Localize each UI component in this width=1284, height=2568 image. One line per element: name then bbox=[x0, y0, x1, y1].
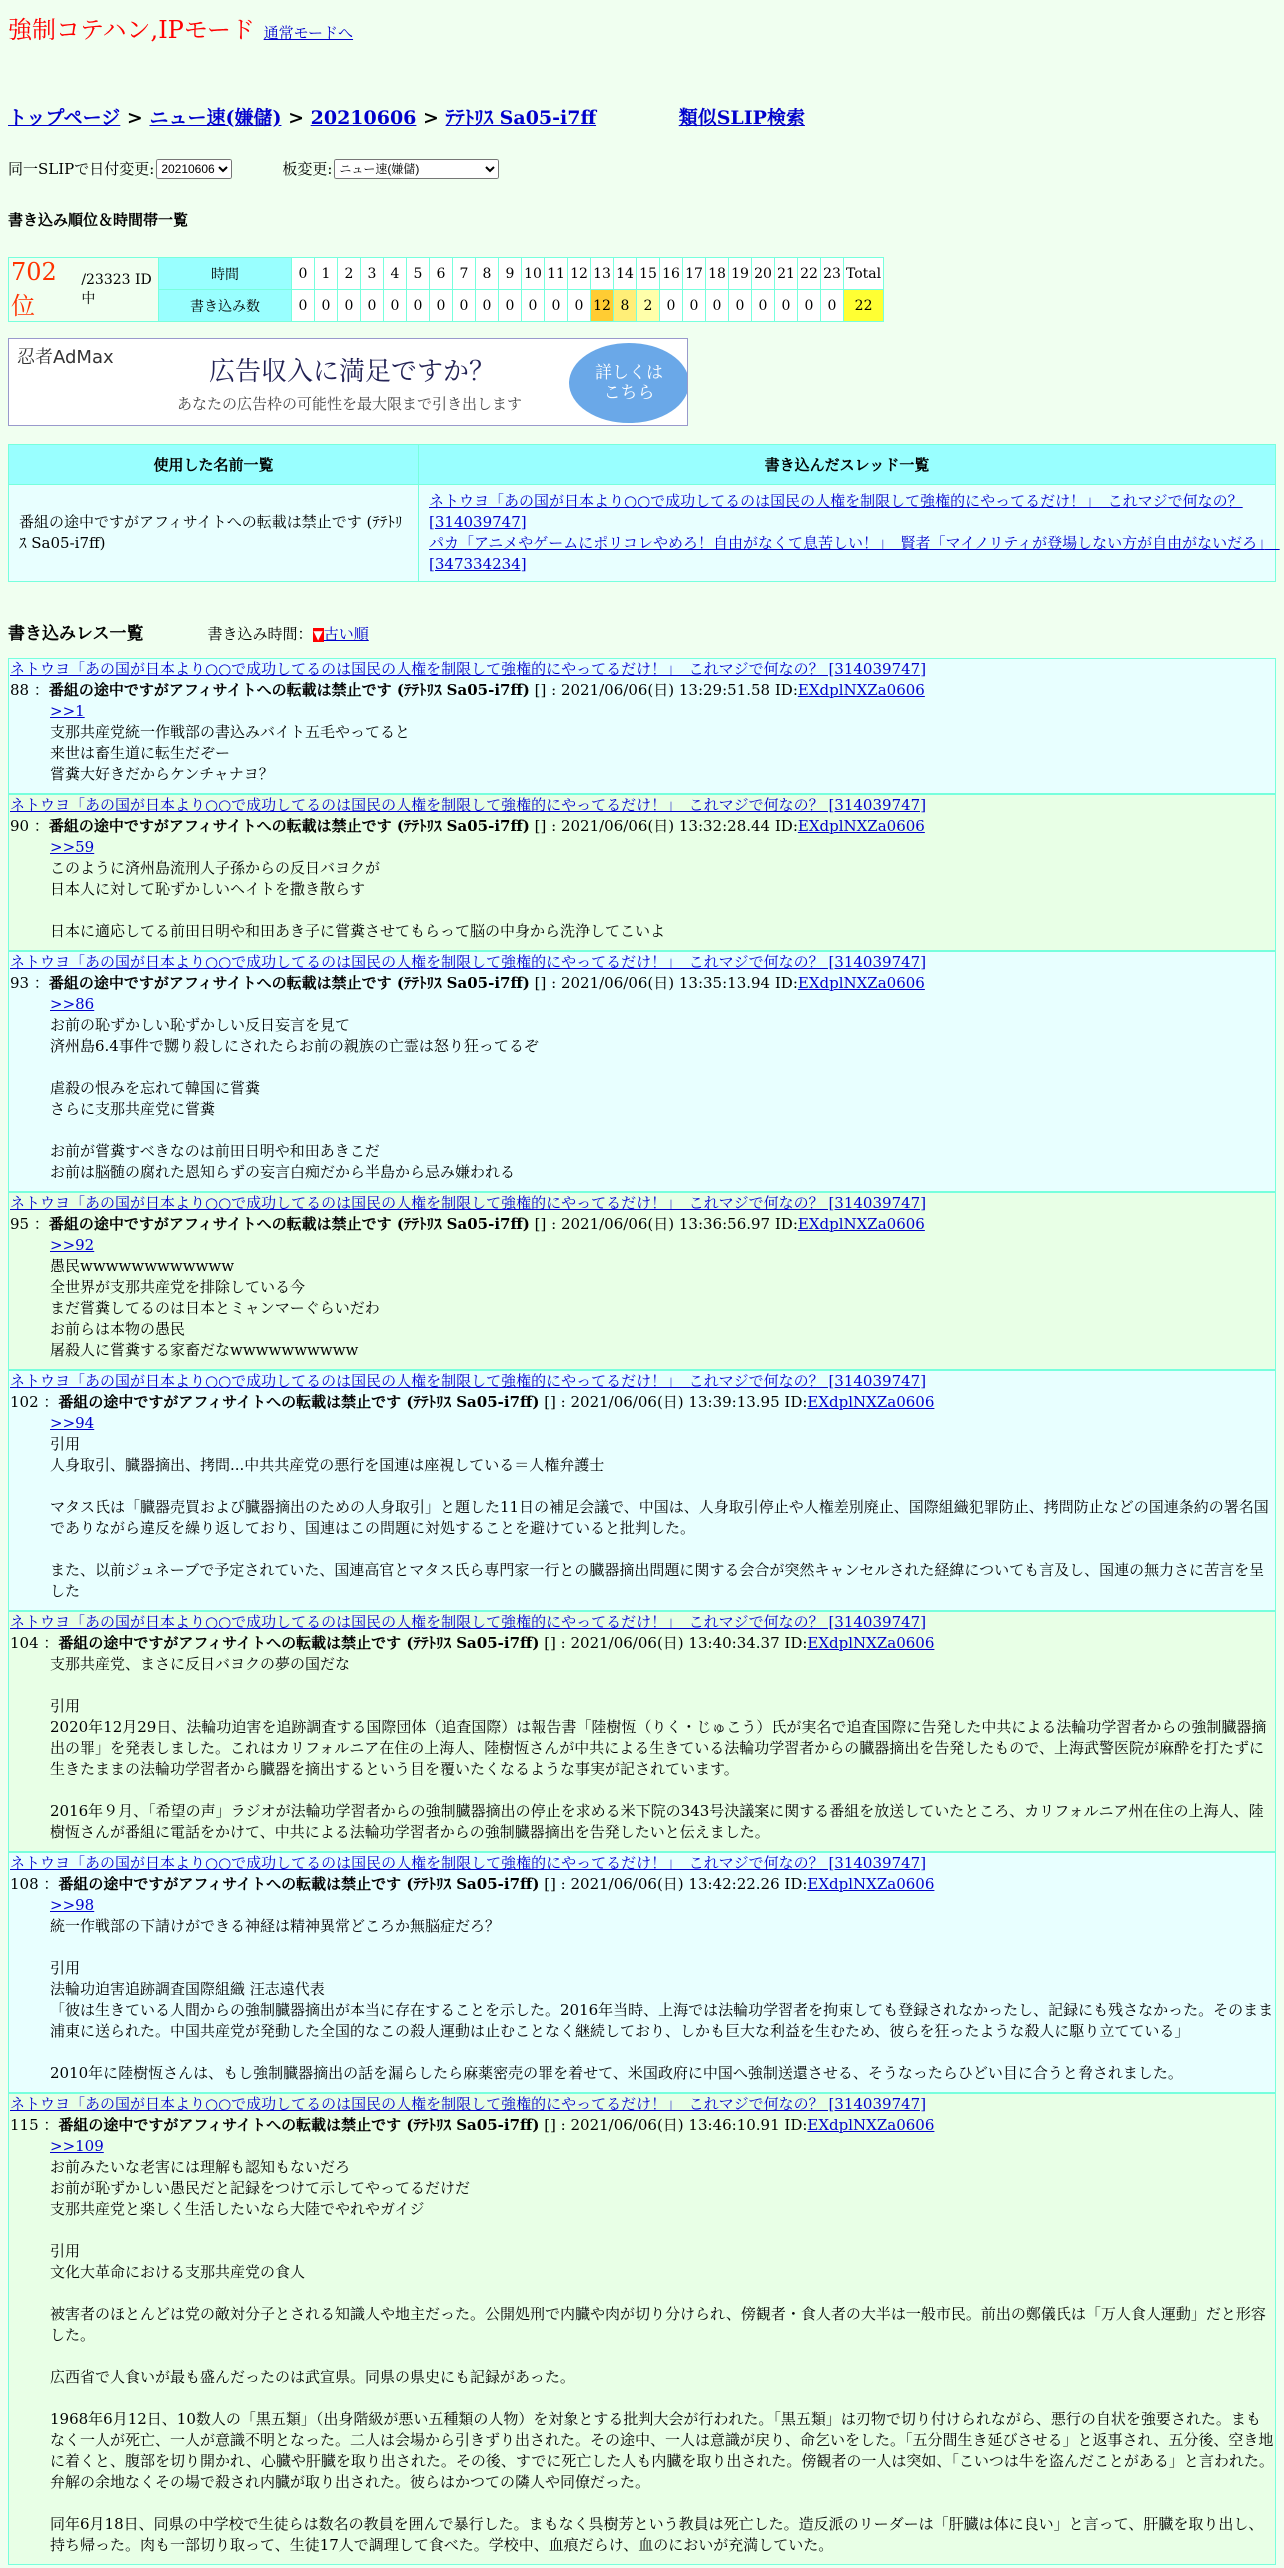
mode-header bbox=[0, 0, 1284, 45]
post-body bbox=[10, 837, 1274, 942]
post-id-link[interactable]: EXdplNXZa0606 bbox=[807, 2116, 935, 2134]
post-thread-link[interactable]: ネトウヨ「あの国が日本より○○で成功してるのは国民の人権を制限して強権的にやってるだけ！」 これマジで何なの？ [314039747] bbox=[10, 1613, 927, 1631]
post-line: 屠殺人に嘗糞する家畜だなwwwwwwwwww bbox=[50, 1341, 359, 1359]
count-cell: 8 bbox=[614, 290, 637, 322]
count-cell: 0 bbox=[729, 290, 752, 322]
hour-cell: 1 bbox=[315, 258, 338, 290]
post-author: 番組の途中ですがアフィサイトへの転載は禁止です (ﾃﾃﾄﾘｽ Sa05-i7ff) bbox=[58, 1634, 540, 1652]
count-cell: 0 bbox=[453, 290, 476, 322]
post bbox=[8, 1852, 1276, 2093]
thread-link[interactable]: パカ「アニメやゲームにポリコレやめろ！自由がなくて息苦しい！」 賢者「マイノリティが登場しない方が自由がないだろ」 [347334234] bbox=[429, 534, 1280, 573]
post-meta: 88 ：番組の途中ですがアフィサイトへの転載は禁止です (ﾃﾃﾄﾘｽ Sa05-i7ff) [] : 2021/06/06(日) 13:29:51.58 ID:EXdplNXZa0606 bbox=[10, 681, 925, 699]
post-thread-link[interactable]: ネトウヨ「あの国が日本より○○で成功してるのは国民の人権を制限して強権的にやってるだけ！」 これマジで何なの？ [314039747] bbox=[10, 2095, 927, 2113]
order-label: 書き込み時間： bbox=[207, 625, 313, 643]
post-thread-link[interactable]: ネトウヨ「あの国が日本より○○で成功してるのは国民の人権を制限して強権的にやってるだけ！」 これマジで何なの？ [314039747] bbox=[10, 953, 927, 971]
post-line: 支那共産党と楽しく生活したいなら大陸でやれやガイジ bbox=[50, 2200, 425, 2218]
post-line: 引用 bbox=[50, 1697, 81, 1715]
ad-logo: 忍者AdMax bbox=[17, 347, 114, 368]
breadcrumb-separator: > bbox=[126, 107, 143, 129]
date-select[interactable] bbox=[156, 159, 232, 179]
post-meta: 108 ：番組の途中ですがアフィサイトへの転載は禁止です (ﾃﾃﾄﾘｽ Sa05-i7ff) [] : 2021/06/06(日) 13:42:22.26 ID:EXdplNXZa0606 bbox=[10, 1875, 935, 1893]
hour-cell: 16 bbox=[660, 258, 683, 290]
hour-cell: 17 bbox=[683, 258, 706, 290]
post-id-link[interactable]: EXdplNXZa0606 bbox=[807, 1634, 935, 1652]
post-thread-link[interactable]: ネトウヨ「あの国が日本より○○で成功してるのは国民の人権を制限して強権的にやってるだけ！」 これマジで何なの？ [314039747] bbox=[10, 1372, 927, 1390]
count-cell: 0 bbox=[522, 290, 545, 322]
post-line: お前の恥ずかしい恥ずかしい反日妄言を見て bbox=[50, 1016, 351, 1034]
count-cell: 22 bbox=[844, 290, 884, 322]
count-cell: 0 bbox=[706, 290, 729, 322]
post-number: 95 bbox=[10, 1215, 30, 1233]
post-meta: 115 ：番組の途中ですがアフィサイトへの転載は禁止です (ﾃﾃﾄﾘｽ Sa05-i7ff) [] : 2021/06/06(日) 13:46:10.91 ID:EXdplNXZa0606 bbox=[10, 2116, 935, 2134]
post-line: さらに支那共産党に嘗糞 bbox=[50, 1100, 216, 1118]
hour-cell: 20 bbox=[752, 258, 775, 290]
post-line: まだ嘗糞してるのは日本とミャンマーぐらいだわ bbox=[50, 1299, 380, 1317]
post bbox=[8, 658, 1276, 794]
reply-anchor-link[interactable]: >>59 bbox=[50, 838, 95, 856]
count-cell: 0 bbox=[361, 290, 384, 322]
post-date: [] : 2021/06/06(日) 13:35:13.94 ID: bbox=[534, 974, 798, 992]
breadcrumb-date[interactable]: 20210606 bbox=[310, 107, 417, 129]
post-meta: 93 ：番組の途中ですがアフィサイトへの転載は禁止です (ﾃﾃﾄﾘｽ Sa05-i7ff) [] : 2021/06/06(日) 13:35:13.94 ID:EXdplNXZa0606 bbox=[10, 974, 925, 992]
post-line: 引用 bbox=[50, 1959, 81, 1977]
post-author: 番組の途中ですがアフィサイトへの転載は禁止です (ﾃﾃﾄﾘｽ Sa05-i7ff) bbox=[48, 1215, 530, 1233]
post-date: [] : 2021/06/06(日) 13:39:13.95 ID: bbox=[544, 1393, 808, 1411]
post-line: 引用 bbox=[50, 2242, 81, 2260]
post-line: また、以前ジュネーブで予定されていた、国連高官とマタス氏ら専門家一行との臓器摘出問題に関する会合が突然キャンセルされた経緯についても言及し、国連の無力さに苦言を呈した bbox=[50, 1561, 1265, 1600]
hour-cell: 14 bbox=[614, 258, 637, 290]
post-id-link[interactable]: EXdplNXZa0606 bbox=[797, 974, 925, 992]
post-author: 番組の途中ですがアフィサイトへの転載は禁止です (ﾃﾃﾄﾘｽ Sa05-i7ff) bbox=[58, 2116, 540, 2134]
post-date: [] : 2021/06/06(日) 13:46:10.91 ID: bbox=[544, 2116, 808, 2134]
board-select[interactable] bbox=[334, 159, 499, 179]
breadcrumb-slip[interactable]: ﾃﾃﾄﾘｽ Sa05-i7ff bbox=[445, 107, 597, 129]
post-line: お前が恥ずかしい愚民だと記録をつけて示してやってるだけだ bbox=[50, 2179, 471, 2197]
hour-cell: 4 bbox=[384, 258, 407, 290]
post-body bbox=[10, 2136, 1274, 2556]
hour-cell: 22 bbox=[798, 258, 821, 290]
post-number: 88 bbox=[10, 681, 30, 699]
post-author: 番組の途中ですがアフィサイトへの転載は禁止です (ﾃﾃﾄﾘｽ Sa05-i7ff) bbox=[58, 1393, 540, 1411]
post-line: 引用 bbox=[50, 1435, 81, 1453]
breadcrumb-top[interactable]: トップページ bbox=[8, 107, 121, 129]
reply-anchor-link[interactable]: >>92 bbox=[50, 1236, 95, 1254]
post-line: 統一作戦部の下請けができる神経は精神異常どころか無脳症だろ？ bbox=[50, 1917, 501, 1935]
post-line: 広西省で人食いが最も盛んだったのは武宣県。同県の県史にも記録があった。 bbox=[50, 2368, 575, 2386]
thread-list bbox=[419, 485, 1280, 582]
hour-cell: 2 bbox=[338, 258, 361, 290]
hour-cell: 0 bbox=[292, 258, 315, 290]
hourly-table bbox=[158, 257, 884, 322]
post bbox=[8, 794, 1276, 951]
threads-header: 書き込んだスレッド一覧 bbox=[419, 445, 1276, 485]
used-name: 番組の途中ですがアフィサイトへの転載は禁止です (ﾃﾃﾄﾘｽ Sa05-i7ff) bbox=[9, 485, 419, 582]
post-line: 人身取引、臓器摘出、拷問...中共共産党の悪行を国連は座視している＝人権弁護士 bbox=[50, 1456, 605, 1474]
post-line: 1968年6月12日、10数人の「黒五類」（出身階級が悪い五種類の人物）を対象とする批判大会が行われた。「黒五類」は刃物で切り付けられながら、悪行の自状を強要された。まもなく一人が死亡、一人が意識不明となった。二人は会場から引きずり出された。その途中、一人は意識が戻り、命乞いをした。「五分間生き延びさせる」と返事され、五分後、空き地に着くと、腹部を切り開かれ、心臓や肝臓を取り出された。その後、すでに死亡した人も内臓を取り出された。傍観者の一人は突如、「こいつは牛を盗んだことがある」と言われた。弁解の余地なくその場で殺され内臓が取り出された。彼らはかつての隣人や同僚だった。 bbox=[50, 2410, 1274, 2491]
reply-anchor-link[interactable]: >>109 bbox=[50, 2137, 104, 2155]
count-cell: 0 bbox=[384, 290, 407, 322]
post-line: 法輪功迫害追跡調査国際組織 汪志遠代表 bbox=[50, 1980, 325, 1998]
post-body bbox=[10, 701, 1274, 785]
hour-cell: 12 bbox=[568, 258, 591, 290]
post-line: 支那共産党、まさに反日バヨクの夢の国だな bbox=[50, 1655, 351, 1673]
count-label: 書き込み数 bbox=[159, 290, 292, 322]
selector-row bbox=[0, 158, 1284, 179]
ad-banner[interactable] bbox=[8, 338, 688, 426]
rank-total: /23323 ID中 bbox=[81, 271, 152, 307]
post-meta: 104 ：番組の途中ですがアフィサイトへの転載は禁止です (ﾃﾃﾄﾘｽ Sa05-i7ff) [] : 2021/06/06(日) 13:40:34.37 ID:EXdplNXZa0606 bbox=[10, 1634, 935, 1652]
count-cell: 0 bbox=[752, 290, 775, 322]
post-number: 104 bbox=[10, 1634, 39, 1652]
post-thread-link[interactable]: ネトウヨ「あの国が日本より○○で成功してるのは国民の人権を制限して強権的にやってるだけ！」 これマジで何なの？ [314039747] bbox=[10, 1854, 927, 1872]
hour-cell: 21 bbox=[775, 258, 798, 290]
post-line: お前が嘗糞すべきなのは前田日明や和田あきこだ bbox=[50, 1142, 380, 1160]
count-cell: 0 bbox=[499, 290, 522, 322]
post-line: 文化大革命における支那共産党の食人 bbox=[50, 2263, 306, 2281]
hour-cell: 13 bbox=[591, 258, 614, 290]
post-line: 済州島6.4事件で嬲り殺しにされたらお前の親族の亡霊は怒り狂ってるぞ bbox=[50, 1037, 539, 1055]
ad-headline: 広告収入に満足ですか？ bbox=[209, 357, 496, 387]
post-thread-link[interactable]: ネトウヨ「あの国が日本より○○で成功してるのは国民の人権を制限して強権的にやってるだけ！」 これマジで何なの？ [314039747] bbox=[10, 660, 927, 678]
ranking-block bbox=[0, 257, 1284, 322]
hour-cell: 6 bbox=[430, 258, 453, 290]
post-line: 「彼は生きている人間からの強制臓器摘出が本当に存在することを示した。2016年当時、上海では法輪功学習者を拘束しても登録されなかったし、記録にも残さなかった。そのまま浦東に送られた。中国共産党が発動した全国的なこの殺人運動は止むことなく継続しており、しかも巨大な利益を生むため、彼らを狂ったような殺人に駆り立てている」 bbox=[50, 2001, 1274, 2040]
post-line: 同年6月18日、同県の中学校で生徒らは数名の教員を囲んで暴行した。まもなく呉樹芳という教員は死亡した。造反派のリーダーは「肝臓は体に良い」と言って、肝臓を取り出し、持ち帰った。肉も一部切り取って、生徒17人で調理して食べた。学校中、血痕だらけ、血のにおいが充満していた。 bbox=[50, 2515, 1264, 2554]
post-date: [] : 2021/06/06(日) 13:36:56.97 ID: bbox=[534, 1215, 798, 1233]
res-header bbox=[0, 619, 1284, 644]
post-body bbox=[10, 1235, 1274, 1361]
rank-box bbox=[8, 257, 158, 322]
post-id-link[interactable]: EXdplNXZa0606 bbox=[797, 681, 925, 699]
post-number: 90 bbox=[10, 817, 30, 835]
post bbox=[8, 1611, 1276, 1852]
count-cell: 0 bbox=[821, 290, 844, 322]
order-control bbox=[208, 623, 369, 644]
hour-cell: 8 bbox=[476, 258, 499, 290]
names-table bbox=[8, 444, 1280, 582]
count-cell: 0 bbox=[568, 290, 591, 322]
post-line: 嘗糞大好きだからケンチャナヨ？ bbox=[50, 765, 274, 783]
post-line: 2016年９月、「希望の声」ラジオが法輪功学習者からの強制臓器摘出の停止を求める米下院の343号決議案に関する番組を放送していたところ、カリフォルニア州在住の上海人、陸樹恆さんが番組に電話をかけて、中共による法輪功学習者からの強制臓器摘出を告発したいと伝えました。 bbox=[50, 1802, 1264, 1841]
post-line: このように済州島流刑人子孫からの反日バヨクが bbox=[50, 859, 381, 877]
post-author: 番組の途中ですがアフィサイトへの転載は禁止です (ﾃﾃﾄﾘｽ Sa05-i7ff) bbox=[48, 974, 530, 992]
mode-title: 強制コテハン,IPモード bbox=[8, 16, 255, 44]
hour-cell: 11 bbox=[545, 258, 568, 290]
post-id-link[interactable]: EXdplNXZa0606 bbox=[807, 1393, 935, 1411]
count-cell: 0 bbox=[660, 290, 683, 322]
post-date: [] : 2021/06/06(日) 13:32:28.44 ID: bbox=[534, 817, 798, 835]
post-meta: 102 ：番組の途中ですがアフィサイトへの転載は禁止です (ﾃﾃﾄﾘｽ Sa05-i7ff) [] : 2021/06/06(日) 13:39:13.95 ID:EXdplNXZa0606 bbox=[10, 1393, 935, 1411]
hour-cell: 23 bbox=[821, 258, 844, 290]
count-cell: 0 bbox=[798, 290, 821, 322]
hour-cell: 7 bbox=[453, 258, 476, 290]
post-line: 来世は畜生道に転生だぞー bbox=[50, 744, 231, 762]
count-cell: 0 bbox=[315, 290, 338, 322]
thread-link[interactable]: ネトウヨ「あの国が日本より○○で成功してるのは国民の人権を制限して強権的にやってるだけ！」 これマジで何なの？ [314039747] bbox=[429, 492, 1243, 531]
post-body bbox=[10, 1895, 1274, 2084]
ad-subtext: あなたの広告枠の可能性を最大限まで引き出します bbox=[177, 395, 523, 413]
post-line: 愚民wwwwwwwwwwww bbox=[50, 1257, 235, 1275]
reply-anchor-link[interactable]: >>94 bbox=[50, 1414, 95, 1432]
post bbox=[8, 2093, 1276, 2565]
reply-anchor-link[interactable]: >>98 bbox=[50, 1896, 95, 1914]
post-author: 番組の途中ですがアフィサイトへの転載は禁止です (ﾃﾃﾄﾘｽ Sa05-i7ff) bbox=[58, 1875, 540, 1893]
post-id-link[interactable]: EXdplNXZa0606 bbox=[797, 1215, 925, 1233]
post-body bbox=[10, 1654, 1274, 1843]
hour-cell: Total bbox=[844, 258, 884, 290]
post-thread-link[interactable]: ネトウヨ「あの国が日本より○○で成功してるのは国民の人権を制限して強権的にやってるだけ！」 これマジで何なの？ [314039747] bbox=[10, 1194, 927, 1212]
count-cell: 0 bbox=[407, 290, 430, 322]
post-line: 2020年12月29日、法輪功迫害を追跡調査する国際団体（追査国際）は報告書「陸樹恆（りく・じゅこう）氏が実名で追査国際に告発した中共による法輪功学習者からの強制臓器摘出の罪」を発表しました。これはカリフォルニア在住の上海人、陸樹恆さんが中共による生きている法輪功学習者からの臓器摘出を告発したもので、上海武警医院が麻酔を打たずに生きたままの法輪功学習者から臓器を摘出するという目を覆いたくなるような事実が記されています。 bbox=[50, 1718, 1267, 1778]
time-label: 時間 bbox=[159, 258, 292, 290]
count-cell: 0 bbox=[292, 290, 315, 322]
ranking-heading: 書き込み順位＆時間帯一覧 bbox=[8, 211, 189, 229]
post-line: 全世界が支那共産党を排除している今 bbox=[50, 1278, 306, 1296]
hour-cell: 3 bbox=[361, 258, 384, 290]
post-line: 日本人に対して恥ずかしいヘイトを撒き散らす bbox=[50, 880, 366, 898]
post-body bbox=[10, 1413, 1274, 1602]
date-change-label: 同一SLIPで日付変更: bbox=[8, 160, 155, 178]
post-body bbox=[10, 994, 1274, 1183]
post-line: 2010年に陸樹恆さんは、もし強制臓器摘出の話を漏らしたら麻薬密売の罪を着せて、米国政府に中国へ強制送還させる、そうなったらひどい目に合うと脅されました。 bbox=[50, 2064, 1183, 2082]
post-list bbox=[0, 658, 1284, 2565]
normal-mode-link[interactable]: 通常モードへ bbox=[263, 24, 354, 42]
post-meta: 90 ：番組の途中ですがアフィサイトへの転載は禁止です (ﾃﾃﾄﾘｽ Sa05-i7ff) [] : 2021/06/06(日) 13:32:28.44 ID:EXdplNXZa0606 bbox=[10, 817, 925, 835]
hour-cell: 5 bbox=[407, 258, 430, 290]
post-line: 支那共産党統一作戦部の書込みバイト五毛やってると bbox=[50, 723, 411, 741]
rank-value: 702 位 bbox=[11, 258, 57, 320]
count-cell: 2 bbox=[637, 290, 660, 322]
board-change-label: 板変更: bbox=[282, 160, 333, 178]
post-number: 102 bbox=[10, 1393, 39, 1411]
post-date: [] : 2021/06/06(日) 13:42:22.26 ID: bbox=[544, 1875, 808, 1893]
oldest-first-link[interactable]: 古い順 bbox=[323, 625, 369, 643]
names-header: 使用した名前一覧 bbox=[9, 445, 419, 485]
post-number: 93 bbox=[10, 974, 30, 992]
post-number: 115 bbox=[10, 2116, 39, 2134]
count-cell: 0 bbox=[775, 290, 798, 322]
post-thread-link[interactable]: ネトウヨ「あの国が日本より○○で成功してるのは国民の人権を制限して強権的にやってるだけ！」 これマジで何なの？ [314039747] bbox=[10, 796, 927, 814]
post-line: 虐殺の恨みを忘れて韓国に嘗糞 bbox=[50, 1079, 261, 1097]
post-line: お前らは本物の愚民 bbox=[50, 1320, 186, 1338]
post-line: マタス氏は「臓器売買および臓器摘出のための人身取引」と題した11日の補足会議で、中国は、人身取引停止や人権差別廃止、国際組織犯罪防止、拷問防止などの国連条約の署名国でありながら違反を繰り返しており、国連はこの問題に対処することを避けていると批判した。 bbox=[50, 1498, 1269, 1537]
post bbox=[8, 1192, 1276, 1370]
post-number: 108 bbox=[10, 1875, 39, 1893]
post bbox=[8, 951, 1276, 1192]
post-date: [] : 2021/06/06(日) 13:29:51.58 ID: bbox=[534, 681, 798, 699]
hour-cell: 19 bbox=[729, 258, 752, 290]
hour-cell: 18 bbox=[706, 258, 729, 290]
post bbox=[8, 1370, 1276, 1611]
post-author: 番組の途中ですがアフィサイトへの転載は禁止です (ﾃﾃﾄﾘｽ Sa05-i7ff) bbox=[48, 681, 530, 699]
breadcrumb bbox=[0, 103, 1284, 130]
post-line: 日本に適応してる前田日明や和田あき子に嘗糞させてもらって脳の中身から洗浄してこいよ bbox=[50, 922, 666, 940]
count-cell: 0 bbox=[430, 290, 453, 322]
sort-down-icon: ▼ bbox=[313, 628, 323, 642]
count-cell: 12 bbox=[591, 290, 614, 322]
post-author: 番組の途中ですがアフィサイトへの転載は禁止です (ﾃﾃﾄﾘｽ Sa05-i7ff) bbox=[48, 817, 530, 835]
reply-anchor-link[interactable]: >>1 bbox=[50, 702, 85, 720]
count-cell: 0 bbox=[338, 290, 361, 322]
count-cell: 0 bbox=[545, 290, 568, 322]
breadcrumb-separator: > bbox=[423, 107, 439, 129]
breadcrumb-board[interactable]: ニュー速(嫌儲) bbox=[149, 107, 282, 129]
res-list-title: 書き込みレス一覧 bbox=[8, 624, 144, 644]
hour-cell: 9 bbox=[499, 258, 522, 290]
count-cell: 0 bbox=[476, 290, 499, 322]
reply-anchor-link[interactable]: >>86 bbox=[50, 995, 95, 1013]
post-date: [] : 2021/06/06(日) 13:40:34.37 ID: bbox=[544, 1634, 808, 1652]
post-line: お前は脳髄の腐れた恩知らずの妄言白痴だから半島から忌み嫌われる bbox=[50, 1163, 516, 1181]
count-cell: 0 bbox=[683, 290, 706, 322]
ad-details-button[interactable]: 詳しくは こちら bbox=[569, 343, 688, 423]
breadcrumb-separator: > bbox=[288, 107, 304, 129]
post-meta: 95 ：番組の途中ですがアフィサイトへの転載は禁止です (ﾃﾃﾄﾘｽ Sa05-i7ff) [] : 2021/06/06(日) 13:36:56.97 ID:EXdplNXZa0606 bbox=[10, 1215, 925, 1233]
hour-cell: 10 bbox=[522, 258, 545, 290]
post-line: 被害者のほとんどは党の敵対分子とされる知識人や地主だった。公開処刑で内臓や肉が切り分けられ、傍観者・食人者の大半は一般市民。前出の鄭儀氏は「万人食人運動」だと形容した。 bbox=[50, 2305, 1266, 2344]
hour-cell: 15 bbox=[637, 258, 660, 290]
post-id-link[interactable]: EXdplNXZa0606 bbox=[797, 817, 925, 835]
post-line: お前みたいな老害には理解も認知もないだろ bbox=[50, 2158, 351, 2176]
post-id-link[interactable]: EXdplNXZa0606 bbox=[807, 1875, 935, 1893]
similar-slip-search-link[interactable]: 類似SLIP検索 bbox=[678, 107, 805, 129]
